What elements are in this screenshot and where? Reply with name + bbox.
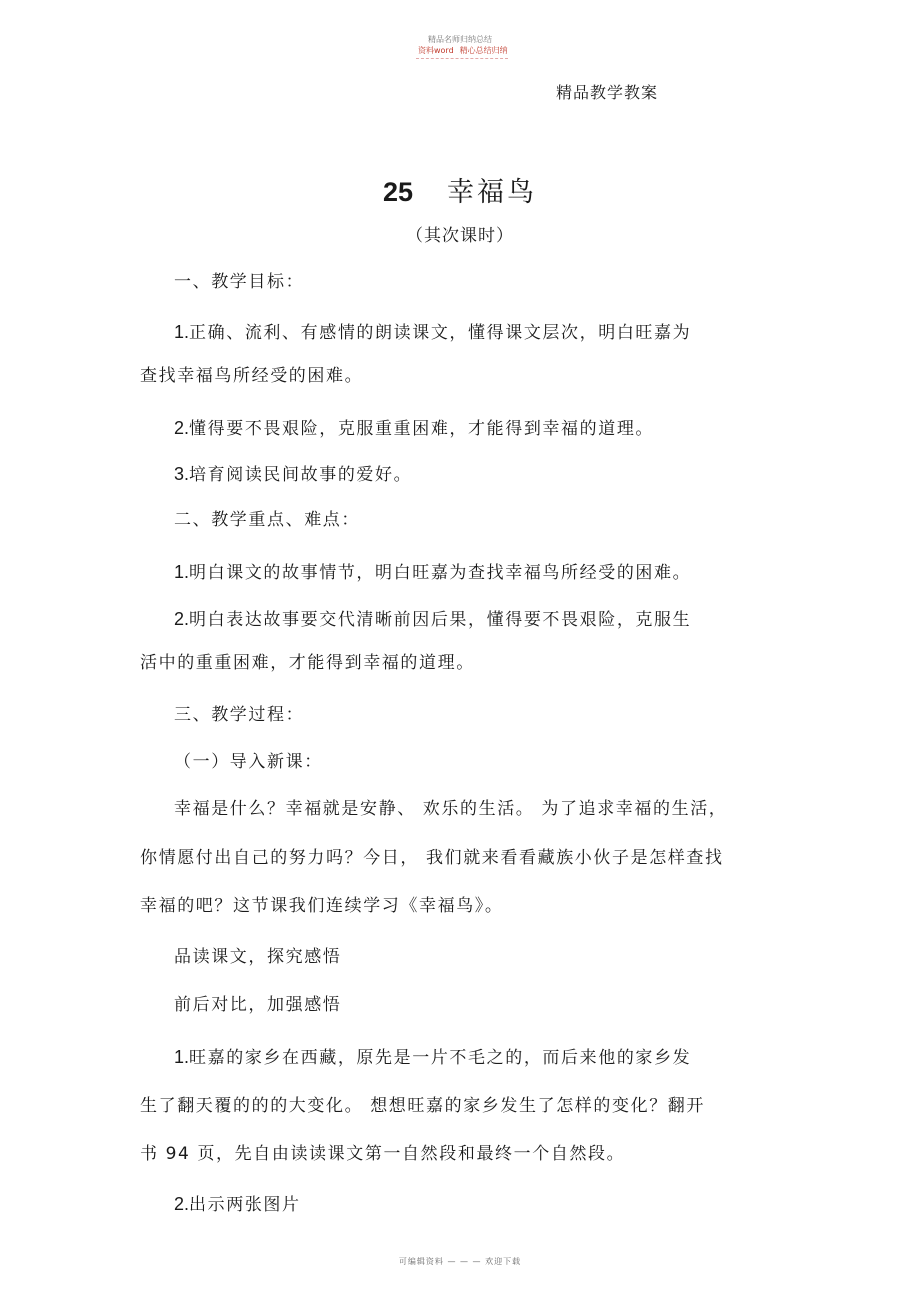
line-text: 品读课文，探究感悟: [174, 947, 342, 967]
list-number: 2.: [174, 1194, 190, 1214]
list-number: 1.: [174, 1047, 190, 1067]
paragraph-line: [174, 462, 412, 487]
line-text: 书 94 页，先自由读读课文第一自然段和最终一个自然段。: [140, 1144, 626, 1164]
line-text: 幸福的吧？这节课我们连续学习《幸福鸟》。: [140, 896, 504, 916]
paragraph-line: [174, 703, 304, 727]
watermark-sub-b: 精心总结归纳: [459, 46, 508, 55]
line-text: 你情愿付出自己的努力吗？今日， 我们就来看看藏族小伙子是怎样查找: [140, 848, 724, 868]
line-text: 明白课文的故事情节，明白旺嘉为查找幸福鸟所经受的困难。: [189, 563, 692, 583]
paragraph-line: [174, 750, 323, 774]
line-text: 活中的重重困难，才能得到幸福的道理。: [140, 653, 475, 673]
paragraph-line: [174, 945, 341, 969]
page-title: [0, 170, 920, 209]
watermark-top: 精品名师归纳总结: [428, 35, 492, 44]
list-number: 3.: [174, 464, 190, 484]
list-number: 1.: [174, 322, 190, 342]
line-text: 明白表达故事要交代清晰前因后果，懂得要不畏艰险，克服生: [189, 610, 692, 630]
watermark-divider: [416, 58, 508, 59]
page-subtitle: （其次课时）: [406, 226, 514, 246]
list-number: 2.: [174, 609, 190, 629]
paragraph-line: [174, 320, 691, 345]
line-text: 前后对比，加强感悟: [174, 995, 342, 1015]
line-text: 正确、流利、有感情的朗读课文，懂得课文层次，明白旺嘉为: [189, 323, 692, 343]
paragraph-line: [174, 270, 304, 294]
list-number: 1.: [174, 562, 190, 582]
paragraph-line: [174, 560, 691, 585]
line-text: 幸福是什么？幸福就是安静、 欢乐的生活。 为了追求幸福的生活，: [174, 799, 728, 819]
paragraph-line: [174, 416, 654, 441]
paragraph-line: [140, 651, 475, 675]
line-text: 出示两张图片: [189, 1195, 301, 1215]
title-text: 幸福鸟: [447, 177, 538, 208]
line-text: 二、教学重点、难点：: [174, 510, 360, 530]
title-number: 25: [382, 177, 414, 207]
paragraph-line: [140, 894, 504, 918]
paragraph-line: [140, 1094, 705, 1118]
line-text: 生了翻天覆的的的大变化。 想想旺嘉的家乡发生了怎样的变化？翻开: [140, 1096, 706, 1116]
page-footer: 可编辑资料 — — — 欢迎下载: [398, 1257, 522, 1266]
line-text: 懂得要不畏艰险，克服重重困难，才能得到幸福的道理。: [189, 419, 655, 439]
watermark-sub-a: 资料word: [418, 46, 454, 55]
line-text: 一、教学目标：: [174, 272, 305, 292]
paragraph-line: [174, 508, 360, 532]
paragraph-line: [140, 364, 363, 388]
paragraph-line: [174, 993, 341, 1017]
line-text: 培育阅读民间故事的爱好。: [189, 465, 413, 485]
line-text: （一）导入新课：: [174, 752, 323, 772]
paragraph-line: [140, 1142, 625, 1166]
watermark-sub: [418, 45, 514, 56]
paragraph-line: [174, 607, 691, 632]
header-label: 精品教学教案: [556, 83, 659, 102]
line-text: 查找幸福鸟所经受的困难。: [140, 366, 364, 386]
paragraph-line: [174, 1045, 691, 1070]
paragraph-line: [174, 797, 727, 821]
paragraph-line: [174, 1192, 301, 1217]
paragraph-line: [140, 846, 724, 870]
list-number: 2.: [174, 418, 190, 438]
line-text: 旺嘉的家乡在西藏，原先是一片不毛之的，而后来他的家乡发: [189, 1048, 692, 1068]
line-text: 三、教学过程：: [174, 705, 305, 725]
